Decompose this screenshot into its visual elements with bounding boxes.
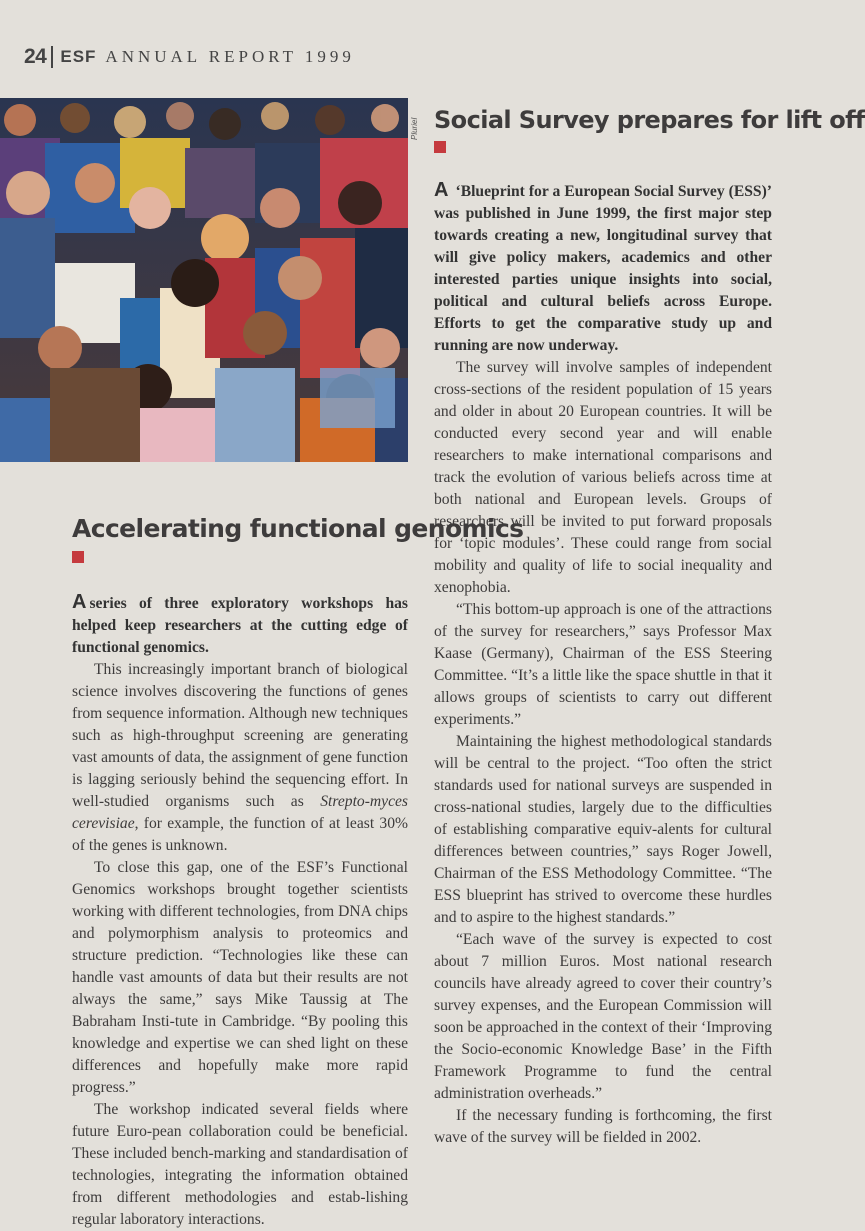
red-square-marker xyxy=(72,551,84,563)
right-article xyxy=(434,104,865,1149)
lead-initial: A xyxy=(72,591,87,613)
right-paragraph-5: If the necessary funding is forthcoming, the first wave of the survey will be fielded in 2002. xyxy=(434,1107,772,1146)
right-paragraph-3: Maintaining the highest methodological standards will be central to the project. “Too often the strict standards used for national surveys are suspended in cross-national studies, largely due to the difficulties of establishing comparative equiv-alents for cultural differences between countries,” says Roger Jowell, Chairman of the ESS Methodology Committee. “The ESS blueprint has strived to overcome these hurdles and to aspire to the highest standards.” xyxy=(434,733,772,926)
left-p1-text-b: , for example, the function of at least 30% of the genes is unknown. xyxy=(72,815,408,854)
right-article-lead xyxy=(434,179,772,357)
left-paragraph-3: The workshop indicated several fields where future Euro-pean collaboration could be beneficial. These included bench-marking and standardisation of technologies, integrating the information obtained from different methodologies and estab-lishing regular laboratory interactions. xyxy=(72,1101,408,1228)
lead-initial: A xyxy=(434,179,449,201)
report-title: ANNUAL REPORT 1999 xyxy=(105,47,355,66)
left-article xyxy=(72,512,524,1231)
right-article-title: Social Survey prepares for lift off xyxy=(434,106,865,134)
left-article-title: Accelerating functional genomics xyxy=(72,514,524,543)
right-paragraph-4: “Each wave of the survey is expected to cost about 7 million Euros. Most national research councils have already agreed to cover their country’s survey expenses, and the European Commission will soon be approached in the context of their ‘Improving the Socio-economic Knowledge Base’ in the Fifth Framework Programme to fund the central administration overheads.” xyxy=(434,931,772,1102)
photo-credit: Pluriel xyxy=(410,117,419,140)
page-header xyxy=(24,44,355,70)
right-paragraph-2: “This bottom-up approach is one of the attractions of the survey for researchers,” says Professor Max Kaase (Germany), Chairman of the ESS Steering Committee. “It’s a little like the space shuttle in that it allows groups of scientists to carry out different experiments.” xyxy=(434,601,772,728)
header-divider xyxy=(51,46,53,68)
left-lead-text: series of three exploratory workshops has helped keep researchers at the cutting edge of functional genomics. xyxy=(72,595,408,656)
right-paragraph-1: The survey will involve samples of independent cross-sections of the resident population of 15 years and older in about 20 European countries. It will be conducted every second year and will enable researchers to make international comparisons and track the evolution of various beliefs across time at both national and European levels. Groups of researchers will be invited to put forward proposals for ‘topic modules’. These could range from social mobility and quality of life to social inequality and xenophobia. xyxy=(434,359,772,596)
right-lead-text: ‘Blueprint for a European Social Survey (ESS)’ was published in June 1999, the first major step towards creating a new, longitudinal survey that will give policy makers, academics and other interested parties unique insights into social, political and cultural beliefs across Europe. Efforts to get the comparative study up and running are now underway. xyxy=(434,183,772,354)
left-p1-text-a: This increasingly important branch of biological science involves discovering the functions of genes from sequence information. Although new techniques such as high-throughput screening are generating vast amounts of data, the assignment of gene function is lagging seriously behind the sequencing effort. In well-studied organisms such as xyxy=(72,661,408,810)
left-article-lead xyxy=(72,591,408,659)
red-square-marker xyxy=(434,141,446,153)
left-paragraph-1 xyxy=(72,659,408,857)
left-paragraph-2: To close this gap, one of the ESF’s Functional Genomics workshops brought together scientists working with different technologies, from DNA chips and polymorphism analysis to proteomics and structure prediction. “Technologies like these can handle vast amounts of data but their results are not always the same,” says Mike Taussig at The Babraham Insti-tute in Cambridge. “By pooling this knowledge and expertise we can shed light on these differences and hopefully make more rapid progress.” xyxy=(72,859,408,1096)
org-name: ESF xyxy=(60,47,97,66)
left-p1-italic: Strepto-myces cerevisiae xyxy=(72,793,408,832)
page-number: 24 xyxy=(24,45,47,68)
crowd-photo xyxy=(0,98,408,462)
